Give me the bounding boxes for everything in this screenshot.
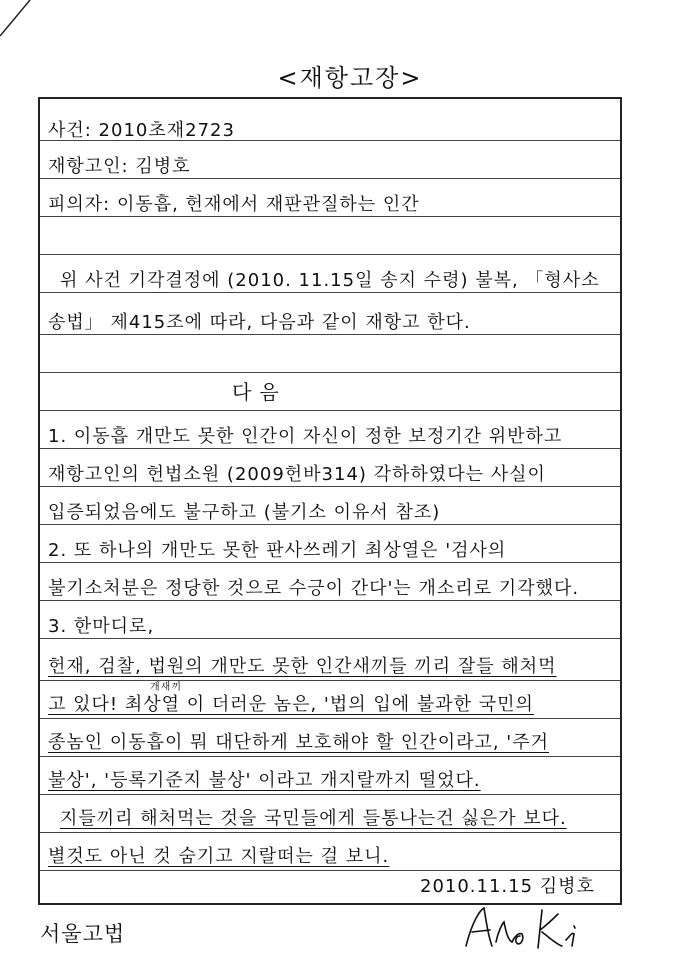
paragraph-3-line-5: 지들끼리 해처먹는 것을 국민들에게 들통나는건 싫은가 보다. [60, 808, 567, 829]
ruled-line [40, 292, 620, 293]
suspect-line: 피의자: 이동흡, 헌재에서 재판관질하는 인간 [48, 194, 420, 215]
ruled-line [40, 756, 620, 757]
intro-line-1: 위 사건 기각결정에 (2010. 11.15일 송지 수령) 불복, 「형사소 [60, 270, 600, 291]
ruled-line [40, 638, 620, 639]
ruled-line [40, 562, 620, 563]
paragraph-1-line-3: 입증되었음에도 불구하고 (불기소 이유서 참조) [48, 502, 441, 523]
ruled-line [40, 334, 620, 335]
paragraph-1-line-2: 재항고인의 헌법소원 (2009헌바314) 각하하였다는 사실이 [48, 464, 546, 485]
ruled-line [40, 794, 620, 795]
paragraph-3-line-6: 별것도 아닌 것 숨기고 지랄떠는 걸 보니. [48, 846, 390, 867]
ruled-line [40, 870, 620, 871]
document-title: <재항고장> [277, 64, 423, 92]
case-number-line: 사건: 2010초재2723 [48, 120, 235, 141]
ruled-line [40, 600, 620, 601]
corner-fold-mark [0, 0, 40, 40]
paragraph-3-heading: 3. 한마디로, [48, 616, 155, 637]
ruled-line [40, 178, 620, 179]
appellant-line: 재항고인: 김병호 [48, 156, 191, 177]
ruled-line [40, 832, 620, 833]
ruled-line [40, 524, 620, 525]
paragraph-2-line-1: 2. 또 하나의 개만도 못한 판사쓰레기 최상열은 '검사의 [48, 540, 507, 561]
paragraph-2-line-2: 불기소처분은 정당한 것으로 수긍이 간다'는 개소리로 기각했다. [48, 578, 580, 599]
paragraph-3-line-1: 헌재, 검찰, 법원의 개만도 못한 인간새끼들 끼리 잘들 해처먹 [48, 656, 557, 677]
ruled-line [40, 718, 620, 719]
court-name: 서울고법 [40, 922, 126, 946]
intro-line-2: 송법」 제415조에 따라, 다음과 같이 재항고 한다. [48, 312, 471, 333]
paragraph-3-line-3: 종놈인 이동흡이 뭐 대단하게 보호해야 할 인간이라고, '주거 [48, 732, 550, 753]
inserted-note-text: 개새끼 [150, 682, 182, 693]
ruled-line [40, 410, 620, 411]
paragraph-1-line-1: 1. 이동흡 개만도 못한 인간이 자신이 정한 보정기간 위반하고 [48, 426, 563, 447]
ruled-line [40, 486, 620, 487]
handwritten-signature [458, 902, 608, 954]
paragraph-3-line-2-text: 고 있다! 최상열 이 더러운 놈은, '법의 입에 불과한 국민의 [48, 694, 534, 715]
paragraph-3-line-4: 불상', '등록기준지 불상' 이라고 개지랄까지 떨었다. [48, 770, 481, 791]
section-heading: 다음 [232, 380, 287, 404]
ruled-line [40, 372, 620, 373]
ruled-line [40, 680, 620, 681]
paragraph-3-line-2 [48, 690, 534, 716]
inserted-note [150, 678, 182, 693]
ruled-line [40, 448, 620, 449]
ruled-line [40, 254, 620, 255]
date-and-signer: 2010.11.15 김병호 [420, 876, 595, 897]
ruled-line [40, 216, 620, 217]
